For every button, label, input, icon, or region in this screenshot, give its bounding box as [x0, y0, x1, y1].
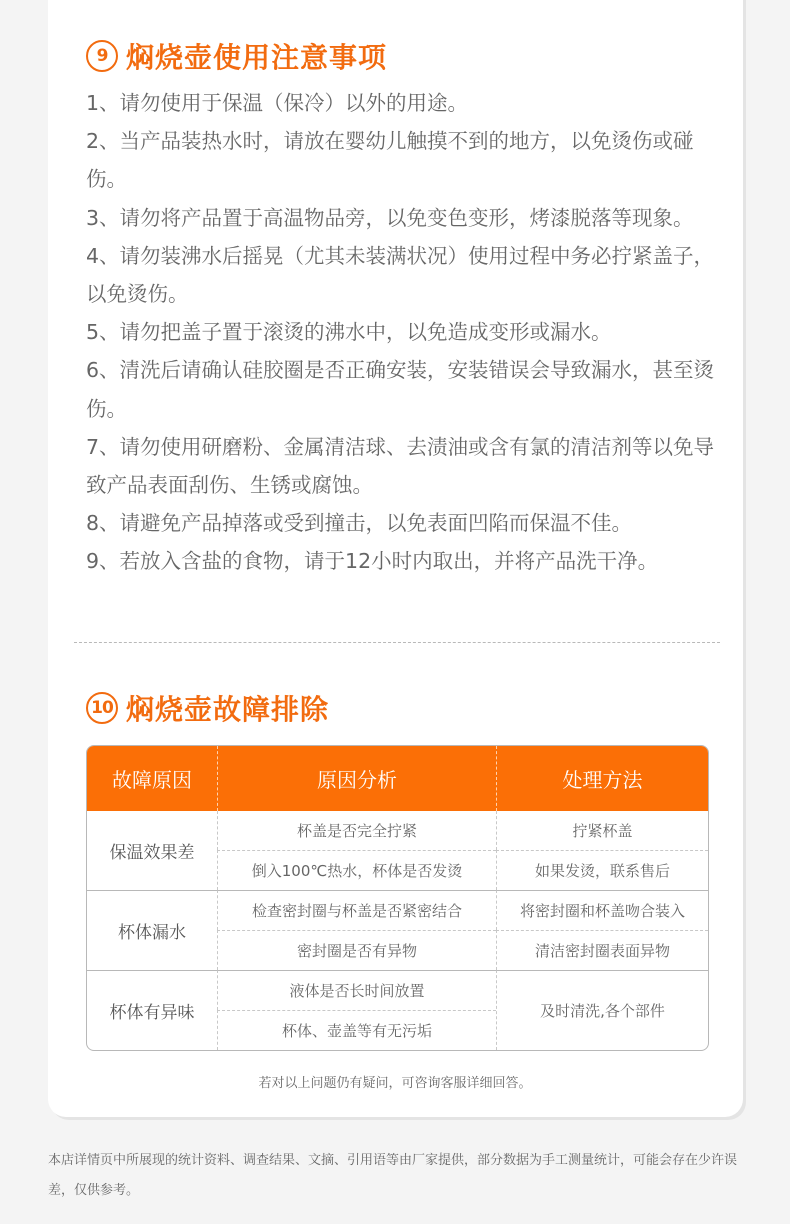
- table-row: [87, 811, 708, 850]
- fault-cause-cell: 保温效果差: [109, 843, 195, 863]
- usage-note: 4、请勿装沸水后摇晃（尤其未装满状况）使用过程中务必拧紧盖子，以免烫伤。: [86, 243, 715, 307]
- usage-note: 9、若放入含盐的食物，请于12小时内取出，并将产品洗干净。: [86, 549, 659, 574]
- section-9-heading: [86, 36, 387, 76]
- usage-notes-list: [86, 84, 716, 581]
- analysis-cell: 检查密封圈与杯盖是否紧密结合: [217, 890, 496, 930]
- table-footnote: 若对以上问题仍有疑问，可咨询客服详细回答。: [258, 1076, 532, 1091]
- solution-cell: 拧紧杯盖: [496, 811, 708, 850]
- solution-cell: 清洁密封圈表面异物: [496, 930, 708, 970]
- section-9-title: 焖烧壶使用注意事项: [126, 41, 388, 74]
- analysis-cell: 杯盖是否完全拧紧: [217, 811, 496, 850]
- usage-note: 7、请勿使用研磨粉、金属清洁球、去渍油或含有氯的清洁剂等以免导致产品表面刮伤、生锈或腐蚀。: [86, 434, 715, 498]
- section-10-title: 焖烧壶故障排除: [126, 693, 330, 726]
- fault-cause-cell: 杯体有异味: [87, 970, 217, 1050]
- analysis-cell: 倒入100℃热水，杯体是否发烫: [217, 850, 496, 890]
- disclaimer-text: 本店详情页中所展现的统计资料、调查结果、文摘、引用语等由厂家提供，部分数据为手工测量统计，可能会存在少许误差，仅供参考。: [48, 1153, 738, 1198]
- usage-note: 5、请勿把盖子置于滚烫的沸水中，以免造成变形或漏水。: [86, 320, 612, 345]
- analysis-cell: 液体是否长时间放置: [217, 970, 496, 1010]
- section-10-number: 10: [86, 692, 118, 724]
- analysis-cell: 杯体、壶盖等有无污垢: [217, 1010, 496, 1050]
- table-header-row: [87, 746, 708, 811]
- solution-cell: 及时清洗,各个部件: [496, 970, 708, 1050]
- column-header-solution: 处理方法: [496, 746, 708, 811]
- usage-note: 8、请避免产品掉落或受到撞击，以免表面凹陷而保温不佳。: [86, 511, 633, 536]
- usage-note: 6、清洗后请确认硅胶圈是否正确安装，安装错误会导致漏水，甚至烫伤。: [86, 358, 715, 421]
- column-header-cause: 故障原因: [87, 746, 217, 811]
- fault-cause-cell: 杯体漏水: [87, 890, 217, 970]
- section-9-number: 9: [86, 40, 118, 72]
- solution-cell: 将密封圈和杯盖吻合装入: [496, 890, 708, 930]
- usage-note: 3、请勿将产品置于高温物品旁，以免变色变形，烤漆脱落等现象。: [86, 205, 694, 230]
- column-header-analysis: 原因分析: [217, 746, 496, 811]
- table-row: [87, 970, 708, 1010]
- section-10-heading: [86, 688, 329, 728]
- usage-note: 1、请勿使用于保温（保冷）以外的用途。: [86, 91, 469, 115]
- troubleshooting-table: [86, 745, 709, 1051]
- analysis-cell: 密封圈是否有异物: [217, 930, 496, 970]
- section-divider: [74, 642, 720, 643]
- usage-note: 2、当产品装热水时，请放在婴幼儿触摸不到的地方，以免烫伤或碰伤。: [86, 129, 694, 192]
- table-row: [87, 890, 708, 930]
- solution-cell: 如果发烫，联系售后: [496, 850, 708, 890]
